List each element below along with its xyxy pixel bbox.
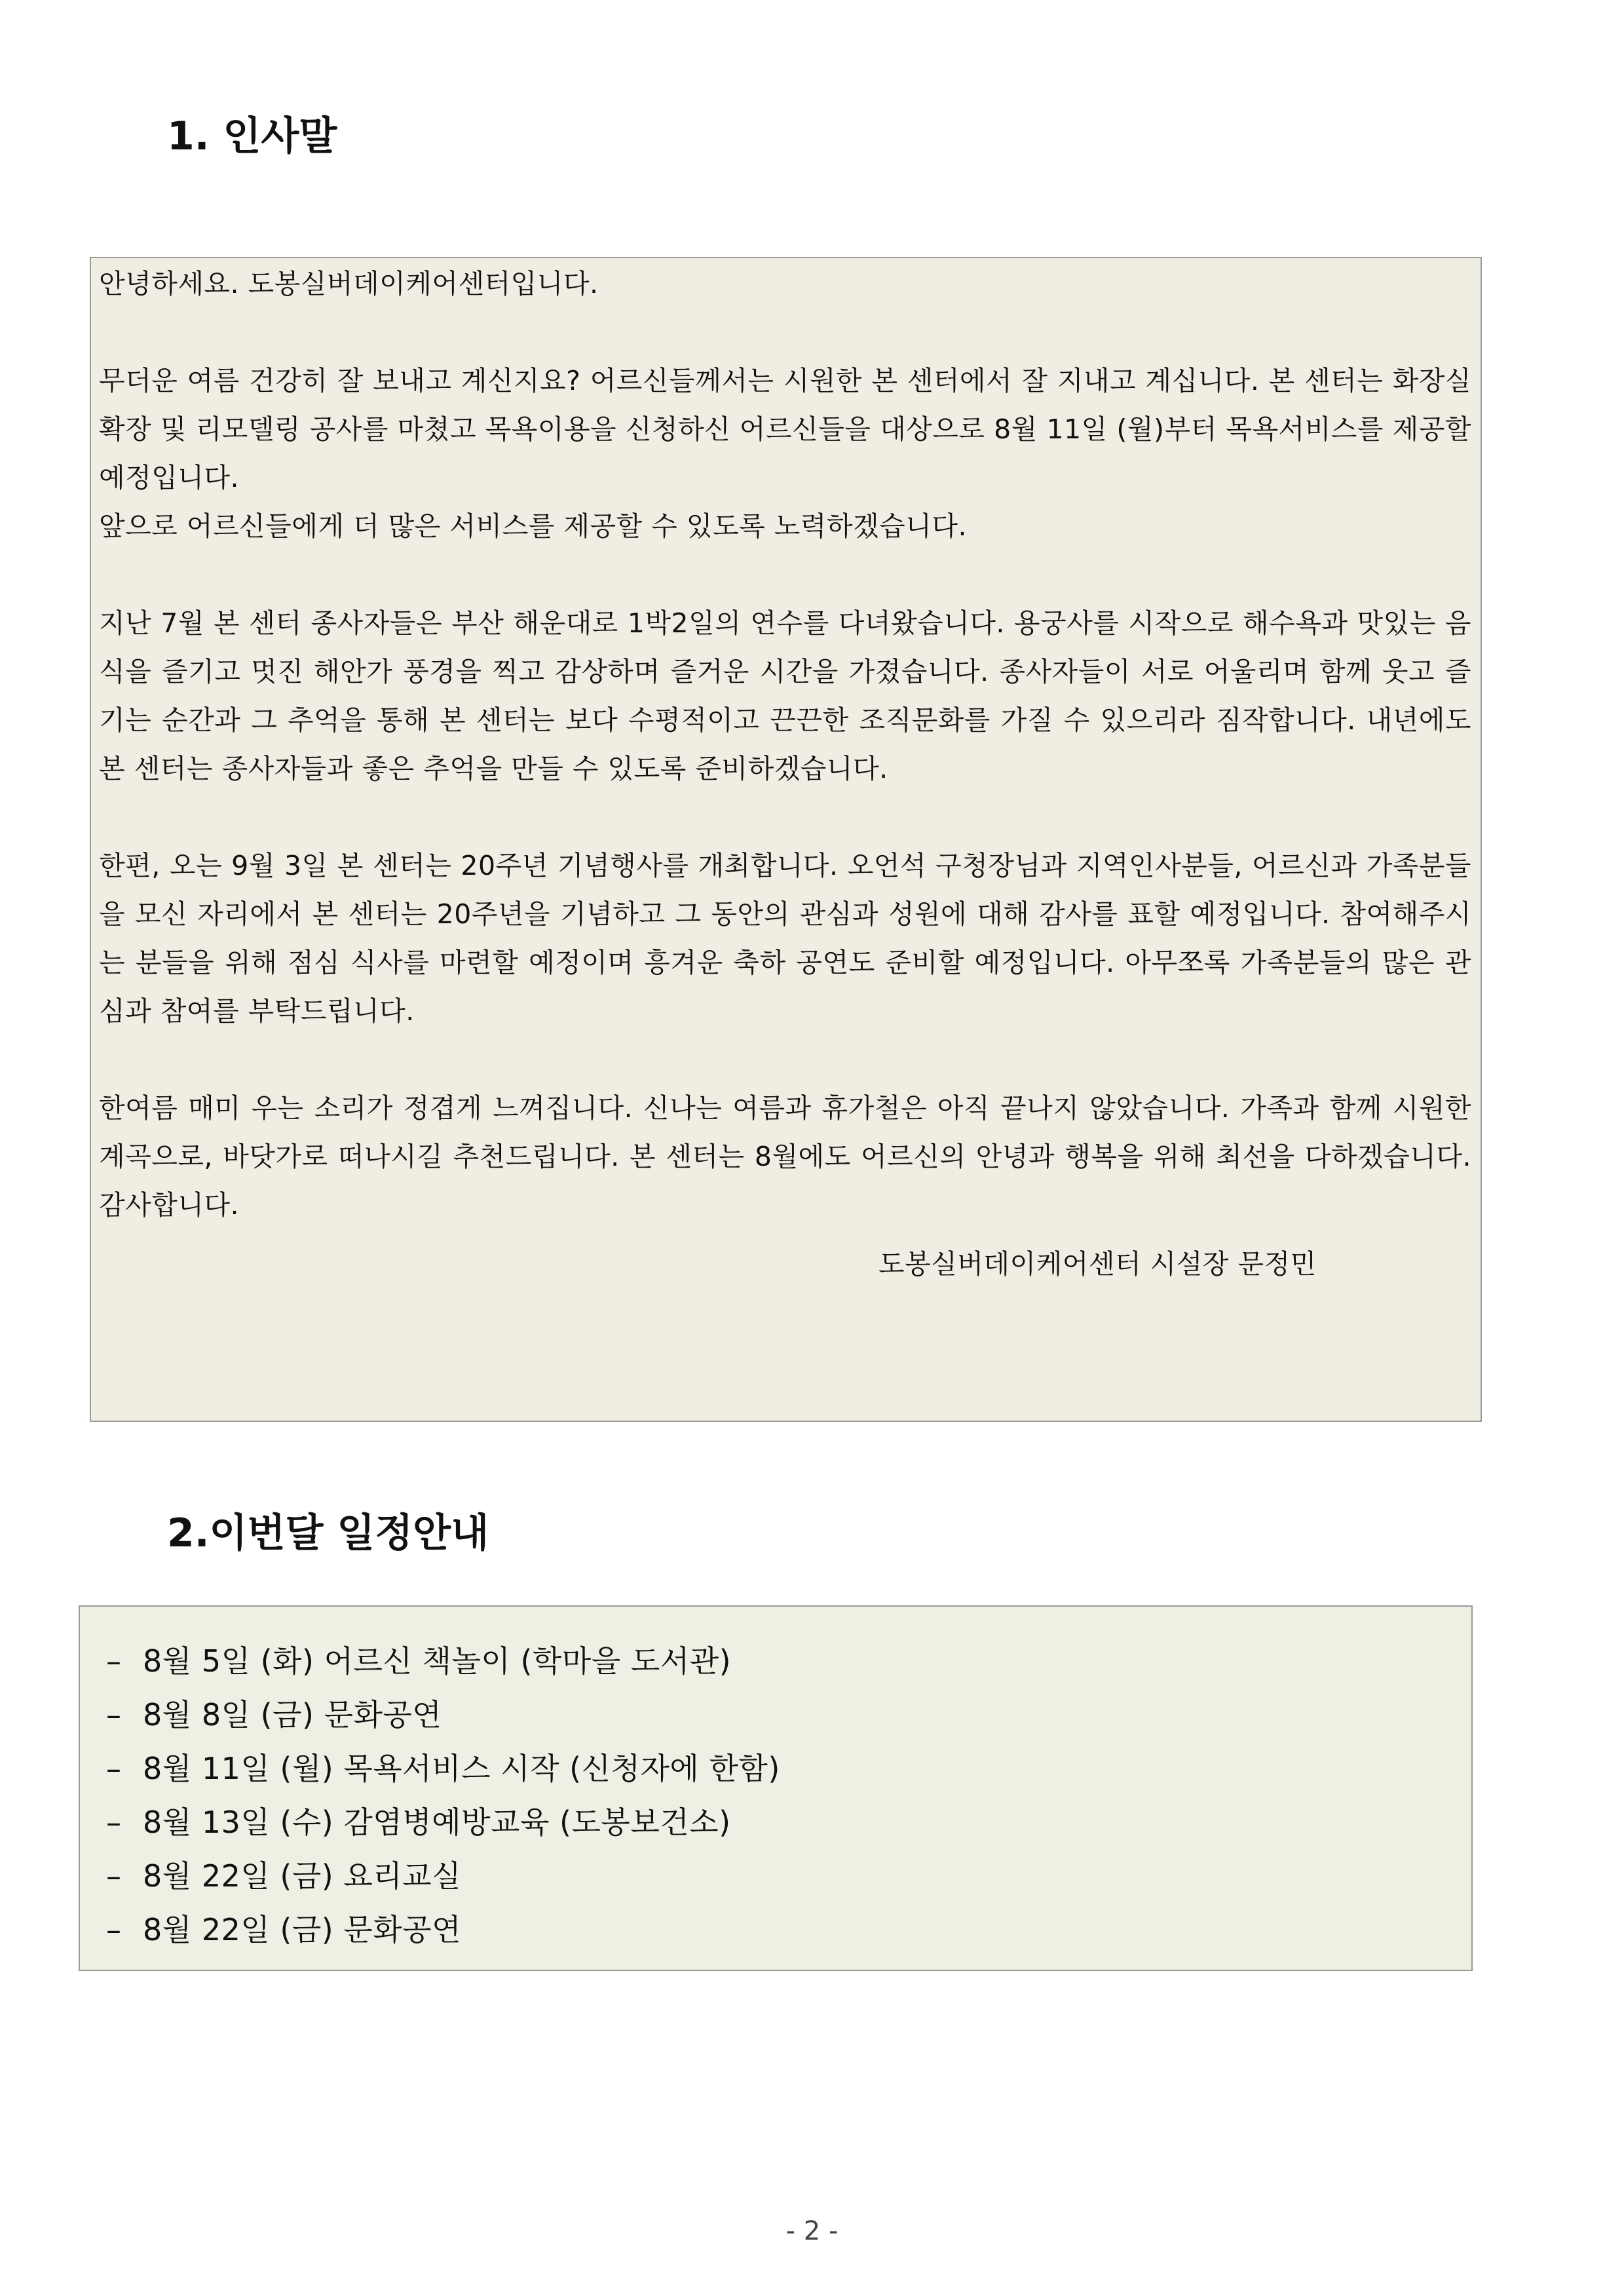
schedule-item xyxy=(106,1795,1471,1849)
section-heading-greeting: 1. 인사말 xyxy=(167,113,337,159)
schedule-item xyxy=(106,1903,1471,1957)
schedule-item xyxy=(106,1688,1471,1742)
blank-line xyxy=(99,1035,1471,1084)
section-heading-schedule: 2.이번달 일정안내 xyxy=(167,1510,489,1556)
signature: 도봉실버데이케어센터 시설장 문정민 xyxy=(878,1248,1317,1280)
greeting-paragraph: 무더운 여름 건강히 잘 보내고 계신지요? 어르신들께서는 시원한 본 센터에서 잘 지내고 계십니다. 본 센터는 화장실 확장 및 리모델링 공사를 마쳤고 목욕이용을 신청하신 어르신들을 대상으로 8월 11일 (월)부터 목욕서비스를 제공할 예정입니다. xyxy=(99,365,1471,493)
blank-line xyxy=(99,308,1471,356)
schedule-item-text: 8월 5일 (화) 어르신 책놀이 (학마을 도서관) xyxy=(143,1643,732,1679)
schedule-item-text: 8월 8일 (금) 문화공연 xyxy=(143,1697,442,1732)
blank-line xyxy=(99,550,1471,599)
greeting-paragraph: 앞으로 어르신들에게 더 많은 서비스를 제공할 수 있도록 노력하겠습니다. xyxy=(99,510,967,542)
greeting-paragraph: 한편, 오는 9월 3일 본 센터는 20주년 기념행사를 개최합니다. 오언석 구청장님과 지역인사분들, 어르신과 가족분들을 모신 자리에서 본 센터는 20주년을 기념하고 그 동안의 관심과 성원에 대해 감사를 표할 예정입니다. 참여해주시는 분들을 위해 점심 식사를 마련할 예정이며 흥겨운 축하 공연도 준비할 예정입니다. 아무쪼록 가족분들의 많은 관심과 참여를 부탁드립니다. xyxy=(99,850,1471,1027)
schedule-item xyxy=(106,1742,1471,1795)
dash-bullet: – xyxy=(106,1858,122,1894)
dash-bullet: – xyxy=(106,1751,122,1786)
greeting-paragraph: 안녕하세요. 도봉실버데이케어센터입니다. xyxy=(99,268,599,299)
schedule-item-text: 8월 22일 (금) 요리교실 xyxy=(143,1858,462,1894)
greeting-box xyxy=(90,257,1482,1422)
greeting-paragraph: 한여름 매미 우는 소리가 정겹게 느껴집니다. 신나는 여름과 휴가철은 아직 끝나지 않았습니다. 가족과 함께 시원한 계곡으로, 바닷가로 떠나시길 추천드립니다. 본 센터는 8월에도 어르신의 안녕과 행복을 위해 최선을 다하겠습니다. 감사합니다. xyxy=(99,1092,1471,1221)
schedule-item xyxy=(106,1634,1471,1688)
schedule-item xyxy=(106,1849,1471,1903)
dash-bullet: – xyxy=(106,1805,122,1840)
schedule-list xyxy=(106,1634,1471,1957)
dash-bullet: – xyxy=(106,1912,122,1947)
blank-line xyxy=(99,793,1471,841)
schedule-item-text: 8월 11일 (월) 목욕서비스 시작 (신청자에 한함) xyxy=(143,1751,780,1786)
greeting-paragraph: 지난 7월 본 센터 종사자들은 부산 해운대로 1박2일의 연수를 다녀왔습니다. 용궁사를 시작으로 해수욕과 맛있는 음식을 즐기고 멋진 해안가 풍경을 찍고 감상하며 즐거운 시간을 가졌습니다. 종사자들이 서로 어울리며 함께 웃고 즐기는 순간과 그 추억을 통해 본 센터는 보다 수평적이고 끈끈한 조직문화를 가질 수 있으리라 짐작합니다. 내년에도 본 센터는 종사자들과 좋은 추억을 만들 수 있도록 준비하겠습니다. xyxy=(99,607,1471,784)
schedule-item-text: 8월 13일 (수) 감염병예방교육 (도봉보건소) xyxy=(143,1805,731,1840)
dash-bullet: – xyxy=(106,1643,122,1679)
page-number: - 2 - xyxy=(785,2216,839,2246)
schedule-box xyxy=(79,1605,1473,1971)
schedule-item-text: 8월 22일 (금) 문화공연 xyxy=(143,1912,462,1947)
dash-bullet: – xyxy=(106,1697,122,1732)
